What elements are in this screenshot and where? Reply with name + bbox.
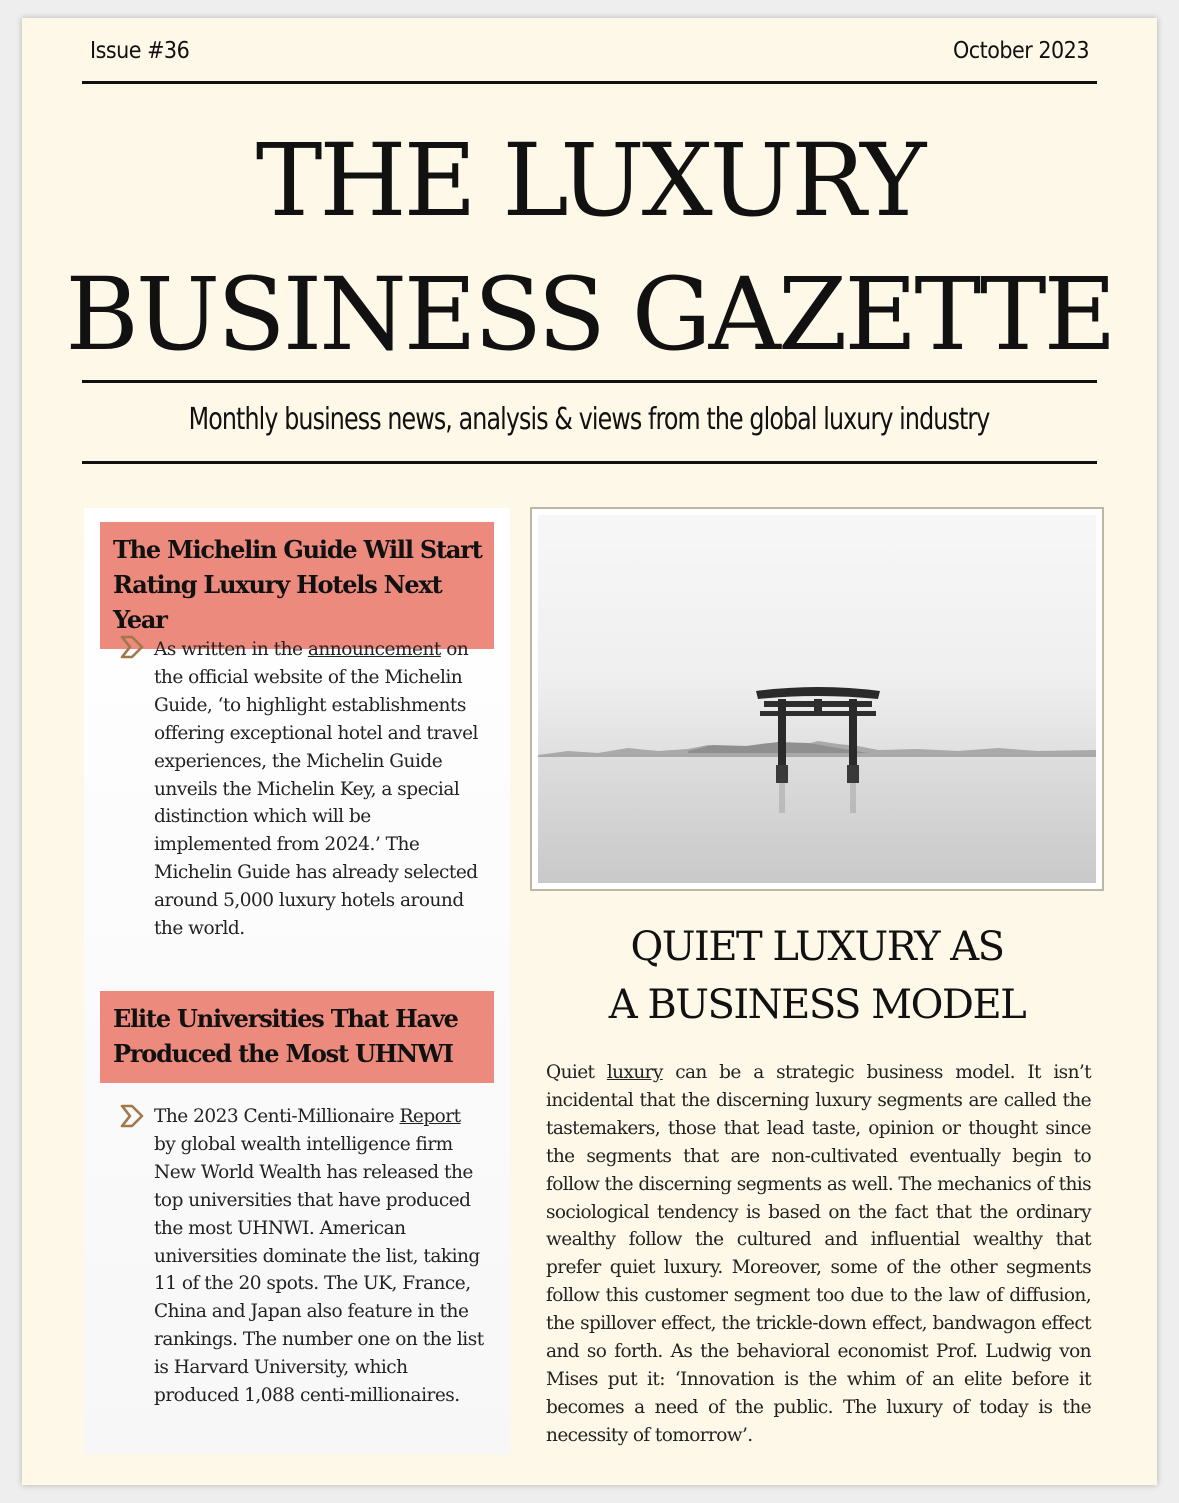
story-headline-line: Rating Luxury Hotels Next Year [113, 570, 442, 634]
issue-number: Issue #36 [90, 38, 190, 64]
chevron-arrow-icon [118, 632, 148, 662]
story-text: on the official website of the Michelin Guide, ‘to highlight establishments offering exceptional hotel and travel experiences, the Michelin Guide unveils the Michelin Key, a special distinction which will be implemented from 2024.’ The Michelin Guide has already selected around 5,000 luxury hotels around the world. [154, 639, 478, 940]
story-text: by global wealth intelligence firm New World Wealth has released the top universities that have produced the most UHNWI. American universities dominate the list, taking 11 of the 20 spots. The UK, France, China and Japan also feature in the rankings. The number one on the list is Harvard University, which produced 1,088 centi-millionaires. [154, 1133, 484, 1407]
tagline-text: Monthly business news, analysis & views from the global luxury industry [189, 402, 990, 437]
story-text: As written in the [154, 639, 308, 660]
story-text: The 2023 Centi-Millionaire [154, 1106, 400, 1127]
story-headline-line: The Michelin Guide Will Start [113, 535, 482, 564]
story-headline-michelin [100, 522, 494, 649]
tagline [22, 402, 1157, 437]
top-rule [82, 81, 1097, 84]
chevron-arrow-icon [118, 1101, 148, 1131]
torii-gate-illustration [538, 515, 1096, 883]
feature-headline-line: QUIET LUXURY AS [630, 924, 1004, 970]
issue-row [90, 38, 1089, 70]
masthead-line-2: BUSINESS GAZETTE [65, 256, 1114, 373]
torii-gate-photo [538, 515, 1096, 883]
story-body-universities [154, 1103, 484, 1410]
story-headline-line: Elite Universities That Have [113, 1004, 458, 1033]
story-body-michelin [154, 636, 484, 943]
feature-text: Quiet [546, 1062, 607, 1083]
report-link[interactable]: Report [399, 1106, 461, 1127]
newsletter-page [22, 18, 1157, 1485]
feature-headline [530, 918, 1104, 1034]
story-headline-line: Produced the Most UHNWI [113, 1039, 453, 1068]
tagline-rule [82, 461, 1097, 464]
masthead-title [22, 114, 1157, 382]
announcement-link[interactable]: announcement [307, 639, 441, 660]
feature-photo-frame [530, 507, 1104, 891]
feature-body [546, 1059, 1091, 1450]
masthead-line-1: THE LUXURY [255, 122, 924, 239]
luxury-link[interactable]: luxury [606, 1062, 663, 1083]
issue-date: October 2023 [952, 38, 1089, 64]
feature-headline-line: A BUSINESS MODEL [608, 982, 1026, 1028]
sidebar-news-column [84, 508, 510, 1454]
masthead-rule [82, 380, 1097, 383]
feature-text: can be a strategic business model. It isn’t incidental that the discerning luxury segments are called the tastemakers, those that lead taste, opinion or thought since the segments that are non-cultivated eventually begin to follow the discerning segments as well. The mechanics of this sociological tendency is based on the fact that the ordinary wealthy follow the cultured and influential wealthy that prefer quiet luxury. Moreover, some of the other segments follow this customer segment too due to the law of diffusion, the spillover effect, the trickle-down effect, bandwagon effect and so forth. As the behavioral economist Prof. Ludwig von Mises put it: ‘Innovation is the whim of an elite before it becomes a need of the public. The luxury of today is the necessity of tomorrow’. [546, 1062, 1091, 1446]
story-headline-universities [100, 991, 494, 1083]
